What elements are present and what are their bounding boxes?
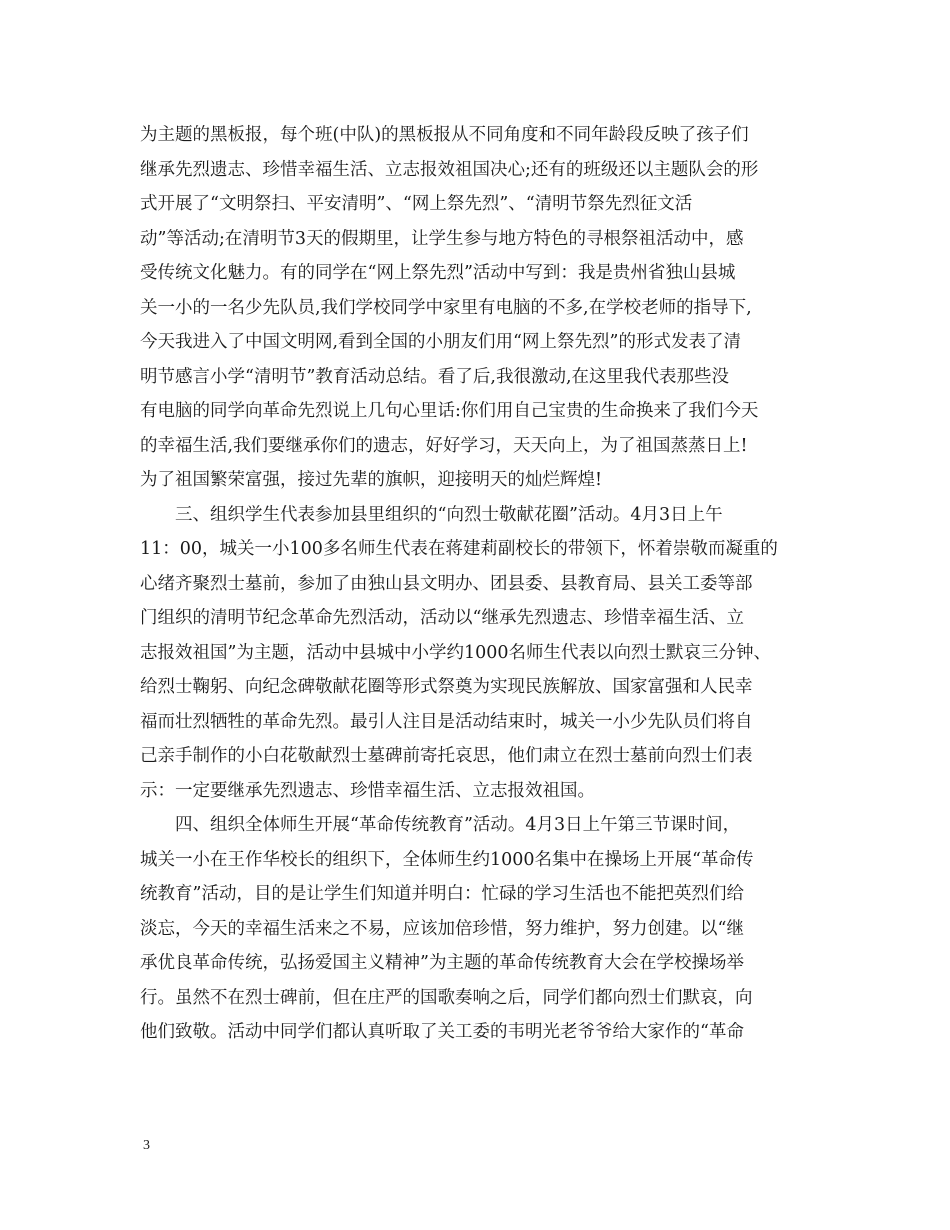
text-line: 给烈士鞠躬、向纪念碑敬献花圈等形式祭奠为实现民族解放、国家富强和人民幸 (140, 677, 753, 697)
text-line: 继承先烈遗志、珍惜幸福生活、立志报效祖国决心;还有的班级还以主题队会的形 (140, 159, 759, 180)
text-line: 门组织的清明节纪念革命先烈活动，活动以“继承先烈遗志、珍惜幸福生活、立 (140, 608, 744, 628)
text-line: 明节感言小学“清明节”教育活动总结。看了后,我很激动,在这里我代表那些没 (140, 366, 730, 387)
text-line: 行。虽然不在烈士碑前，但在庄严的国歌奏响之后，同学们都向烈士们默哀，向 (140, 987, 753, 1008)
text-line: 城关一小在王作华校长的组织下，全体师生约1000名集中在操场上开展“革命传 (140, 849, 754, 870)
text-line: 11：00，城关一小100多名师生代表在蒋建莉副校长的带领下，怀着崇敬而凝重的 (140, 539, 778, 559)
body-text (140, 118, 830, 1050)
text-line: 关一小的一名少先队员,我们学校同学中家里有电脑的不多,在学校老师的指导下, (140, 297, 752, 318)
text-line: 己亲手制作的小白花敬献烈士墓碑前寄托哀思，他们肃立在烈士墓前向烈士们表 (140, 746, 753, 766)
text-line: 式开展了“文明祭扫、平安清明”、“网上祭先烈”、“清明节祭先烈征文活 (140, 194, 693, 214)
text-line: 志报效祖国”为主题，活动中县城中小学约1000名师生代表以向烈士默哀三分钟、 (140, 642, 771, 663)
text-line: 承优良革命传统，弘扬爱国主义精神”为主题的革命传统教育大会在学校操场举 (140, 953, 744, 973)
text-line: 的幸福生活,我们要继承你们的遗志，好好学习，天天向上，为了祖国蒸蒸日上! (140, 435, 748, 456)
text-line: 受传统文化魅力。有的同学在“网上祭先烈”活动中写到：我是贵州省独山县城 (140, 263, 736, 283)
text-line: 福而壮烈牺牲的革命先烈。最引人注目是活动结束时，城关一小少先队员们将自 (140, 711, 753, 732)
text-line: 有电脑的同学向革命先烈说上几句心里话:你们用自己宝贵的生命换来了我们今天 (140, 401, 759, 421)
text-line: 心绪齐聚烈士墓前，参加了由独山县文明办、团县委、县教育局、县关工委等部 (140, 573, 753, 594)
text-line: 为了祖国繁荣富强，接过先辈的旗帜，迎接明天的灿烂辉煌! (140, 470, 603, 490)
text-line: 淡忘，今天的幸福生活来之不易，应该加倍珍惜，努力维护，努力创建。以“继 (140, 918, 744, 939)
text-line: 他们致敬。活动中同学们都认真听取了关工委的韦明光老爷爷给大家作的“革命 (140, 1022, 744, 1042)
text-line: 示：一定要继承先烈遗志、珍惜幸福生活、立志报效祖国。 (140, 780, 595, 801)
text-line: 统教育”活动，目的是让学生们知道并明白：忙碌的学习生活也不能把英烈们给 (140, 884, 744, 904)
text-line: 动”等活动;在清明节3天的假期里，让学生参与地方特色的寻根祭祖活动中，感 (140, 228, 744, 249)
paragraph-start-line: 四、组织全体师生开展“革命传统教育”活动。4月3日上午第三节课时间， (140, 815, 741, 835)
text-line: 今天我进入了中国文明网,看到全国的小朋友们用“网上祭先烈”的形式发表了清 (140, 332, 741, 352)
paragraph-start-line: 三、组织学生代表参加县里组织的“向烈士敬献花圈”活动。4月3日上午 (140, 504, 723, 525)
page-number: 3 (143, 1138, 150, 1153)
text-line: 为主题的黑板报，每个班(中队)的黑板报从不同角度和不同年龄段反映了孩子们 (140, 125, 749, 145)
